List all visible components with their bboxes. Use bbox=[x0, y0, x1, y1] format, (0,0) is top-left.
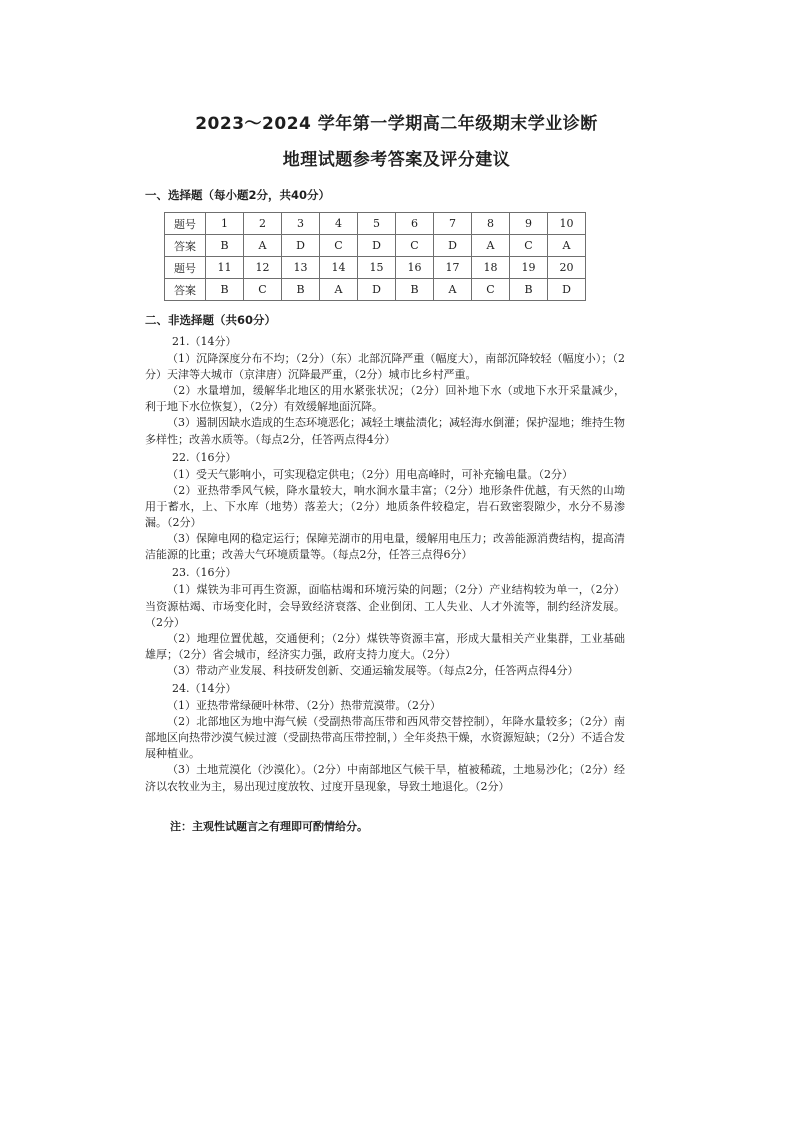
table-cell: 11 bbox=[206, 257, 244, 279]
table-row bbox=[165, 279, 586, 301]
table-cell: A bbox=[548, 235, 586, 257]
table-cell: 9 bbox=[510, 213, 548, 235]
question-title: 23.（16分） bbox=[172, 566, 237, 580]
grading-note: 注：主观性试题言之有理即可酌情给分。 bbox=[170, 820, 368, 833]
table-cell: A bbox=[472, 235, 510, 257]
table-cell: B bbox=[206, 279, 244, 301]
table-cell: 19 bbox=[510, 257, 548, 279]
table-cell: 2 bbox=[244, 213, 282, 235]
answer-content bbox=[145, 332, 625, 795]
table-cell: D bbox=[548, 279, 586, 301]
table-cell: C bbox=[472, 279, 510, 301]
table-cell: 答案 bbox=[165, 235, 206, 257]
page-title: 2023～2024 学年第一学期高二年级期末学业诊断 bbox=[195, 114, 598, 134]
table-cell: 6 bbox=[396, 213, 434, 235]
answer-paragraph: （1）沉降深度分布不均；（2分）（东）北部沉降严重（幅度大），南部沉降较轻（幅度小）；（2分）天津等大城市（京津唐）沉降最严重，（2分）城市比乡村严重。 bbox=[145, 352, 625, 382]
question-22 bbox=[145, 450, 625, 564]
table-cell: D bbox=[358, 235, 396, 257]
table-cell: B bbox=[396, 279, 434, 301]
answer-paragraph: （3）保障电网的稳定运行；保障芜湖市的用电量，缓解用电压力；改善能源消费结构，提高清洁能源的比重；改善大气环境质量等。（每点2分，任答三点得6分） bbox=[145, 532, 625, 562]
answer-paragraph: （3）土地荒漠化（沙漠化）。（2分）中南部地区气候干旱，植被稀疏，土地易沙化；（2分）经济以农牧业为主，易出现过度放牧、过度开垦现象，导致土地退化。（2分） bbox=[145, 763, 625, 793]
table-cell: D bbox=[282, 235, 320, 257]
table-cell: 1 bbox=[206, 213, 244, 235]
question-23 bbox=[145, 565, 625, 679]
table-cell: 12 bbox=[244, 257, 282, 279]
answer-paragraph: （1）煤铁为非可再生资源，面临枯竭和环境污染的问题；（2分）产业结构较为单一，（2分）当资源枯竭、市场变化时，会导致经济衰落、企业倒闭、工人失业、人才外流等，制约经济发展。（2分） bbox=[145, 583, 625, 629]
answer-paragraph: （3）带动产业发展、科技研发创新、交通运输发展等。（每点2分，任答两点得4分） bbox=[167, 663, 579, 677]
question-title: 22.（16分） bbox=[172, 450, 237, 464]
table-cell: 7 bbox=[434, 213, 472, 235]
table-cell: D bbox=[434, 235, 472, 257]
answer-paragraph: （2）地理位置优越，交通便利；（2分）煤铁等资源丰富，形成大量相关产业集群，工业基础雄厚；（2分）省会城市，经济实力强，政府支持力度大。（2分） bbox=[145, 631, 625, 661]
table-cell: A bbox=[320, 279, 358, 301]
table-cell: A bbox=[244, 235, 282, 257]
table-cell: 5 bbox=[358, 213, 396, 235]
question-title: 24.（14分） bbox=[172, 681, 237, 695]
table-cell: 10 bbox=[548, 213, 586, 235]
table-cell: C bbox=[396, 235, 434, 257]
table-cell: C bbox=[320, 235, 358, 257]
table-cell: 16 bbox=[396, 257, 434, 279]
table-cell: 8 bbox=[472, 213, 510, 235]
table-cell: 4 bbox=[320, 213, 358, 235]
answer-paragraph: （2）北部地区为地中海气候（受副热带高压带和西风带交替控制），年降水量较多；（2分）南部地区向热带沙漠气候过渡（受副热带高压带控制，）全年炎热干燥，水资源短缺；（2分）不适合发展种植业。 bbox=[145, 715, 625, 761]
section2-heading: 二、非选择题（共60分） bbox=[145, 313, 277, 327]
answer-table bbox=[164, 212, 586, 301]
section1-heading: 一、选择题（每小题2分，共40分） bbox=[145, 188, 331, 202]
page-subtitle: 地理试题参考答案及评分建议 bbox=[282, 150, 511, 170]
table-cell: B bbox=[282, 279, 320, 301]
answer-paragraph: （1）亚热带常绿硬叶林带、（2分）热带荒漠带。（2分） bbox=[167, 699, 441, 713]
question-24 bbox=[145, 681, 625, 795]
table-cell: 题号 bbox=[165, 213, 206, 235]
table-cell: A bbox=[434, 279, 472, 301]
answer-paragraph: （1）受天气影响小，可实现稳定供电；（2分）用电高峰时，可补充输电量。（2分） bbox=[167, 467, 573, 481]
table-row bbox=[165, 257, 586, 279]
table-cell: D bbox=[358, 279, 396, 301]
question-21 bbox=[145, 334, 625, 448]
table-cell: 答案 bbox=[165, 279, 206, 301]
table-row bbox=[165, 213, 586, 235]
table-cell: 13 bbox=[282, 257, 320, 279]
table-cell: 3 bbox=[282, 213, 320, 235]
question-title: 21.（14分） bbox=[172, 335, 237, 348]
table-cell: 14 bbox=[320, 257, 358, 279]
table-cell: B bbox=[206, 235, 244, 257]
answer-paragraph: （3）遏制因缺水造成的生态环境恶化；减轻土壤盐渍化；减轻海水倒灌；保护湿地；维持生物多样性；改善水质等。（每点2分，任答两点得4分） bbox=[145, 416, 625, 446]
table-cell: C bbox=[244, 279, 282, 301]
table-row bbox=[165, 235, 586, 257]
table-cell: 15 bbox=[358, 257, 396, 279]
table-cell: 20 bbox=[548, 257, 586, 279]
table-cell: 题号 bbox=[165, 257, 206, 279]
answer-paragraph: （2）水量增加，缓解华北地区的用水紧张状况；（2分）回补地下水（或地下水开采量减少，利于地下水位恢复），（2分）有效缓解地面沉降。 bbox=[145, 384, 625, 414]
table-cell: 18 bbox=[472, 257, 510, 279]
table-cell: C bbox=[510, 235, 548, 257]
answer-paragraph: （2）亚热带季风气候，降水量较大，响水涧水量丰富；（2分）地形条件优越，有天然的山坳用于蓄水，上、下水库（地势）落差大；（2分）地质条件较稳定，岩石致密裂隙少，水分不易渗漏。（2分） bbox=[145, 483, 625, 530]
table-cell: B bbox=[510, 279, 548, 301]
table-cell: 17 bbox=[434, 257, 472, 279]
